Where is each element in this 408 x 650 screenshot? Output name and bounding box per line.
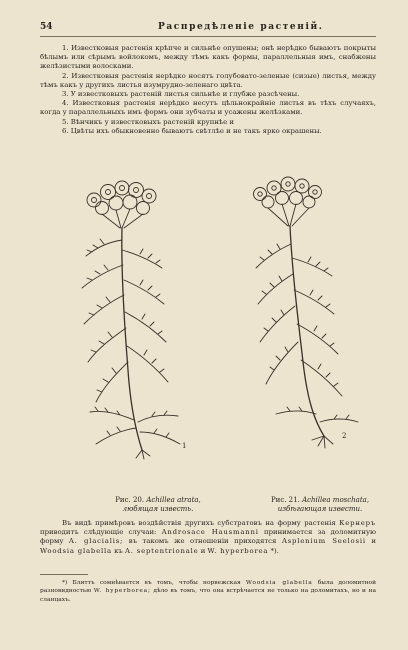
author-name: Кернеръ (339, 519, 376, 527)
footnote (40, 579, 376, 604)
text-run: *). (270, 546, 279, 555)
plant-illustration-2 (218, 170, 368, 462)
text-run: къ (114, 546, 123, 555)
list-item: 4. Известковыя растенія нерѣдко несутъ цѣльнокрайніе листья въ тѣхъ случаяхъ, когда у параллельныхъ имъ формъ они зубчаты и усажены желѣзками. (40, 99, 376, 117)
species-name: Woodsia glabella (245, 580, 313, 586)
figure-caption-1 (78, 496, 238, 514)
footnote-text (40, 579, 376, 604)
species-name: A. septentrionale (125, 546, 199, 555)
flower-head (254, 177, 322, 226)
figure-achillea-moschata (218, 170, 368, 462)
numbered-list (40, 44, 376, 136)
figures-area (40, 170, 376, 513)
text-run: была доломитной разновидностью (40, 580, 377, 595)
running-header (40, 22, 376, 34)
figure-caption-2 (240, 496, 400, 514)
text-run: и (371, 537, 376, 546)
species-name: A. glacialis; (68, 537, 124, 546)
paragraph-text (40, 519, 376, 556)
text-run: въ такомъ же отношеніи приходятся (128, 537, 277, 546)
species-name: Androsace Hausmanni (161, 528, 259, 537)
plant-illustration-1 (64, 170, 204, 462)
list-item: 5. Вѣнчикъ у известковыхъ растеній крупнѣе и (62, 117, 234, 126)
caption-prefix: Рис. 21. (270, 496, 300, 504)
figure-number: 2 (342, 432, 347, 440)
text-run: приводитъ слѣдующіе случаи: (40, 528, 157, 537)
text-run: Въ видѣ примѣровъ воздѣйствія другихъ субстратовъ на форму растенія (62, 519, 336, 527)
list-item: 2. Известковыя растенія нерѣдко носятъ голубовато-зеленые (сизые) листья, между тѣмъ какъ у другихъ листья изумрудно-зеленаго цвѣта. (40, 71, 376, 89)
species-name: W. hyperborea (207, 546, 269, 555)
text-run: дѣло въ томъ, что она встрѣчается не только на доломитахъ, но и на сланцахъ. (40, 588, 376, 603)
figure-number: 1 (182, 442, 187, 450)
figure-achillea-atrata (64, 170, 204, 462)
species-name: W. hyperborea; (93, 588, 151, 595)
footnote-rule (40, 574, 88, 575)
text-run: *) Блиттъ сомнѣвается въ томъ, чтобы норвежская (62, 580, 241, 586)
caption-subtitle: любящая известь. (122, 505, 194, 513)
examples-paragraph (40, 519, 376, 556)
page-number: 54 (40, 22, 53, 32)
flower-head (87, 181, 156, 228)
list-item: 1. Известковыя растенія крѣпче и сильнѣе опушены; онѣ нерѣдко бываютъ покрыты бѣлымъ или сѣрымъ войлокомъ, между тѣмъ какъ формы, параллельныя имъ, снабжены желѣзистыми волосками. (40, 44, 376, 71)
caption-prefix: Рис. 20. (115, 496, 145, 504)
caption-species: Achillea moschata, (302, 496, 370, 504)
list-item: 6. Цвѣты ихъ обыкновенно бываютъ свѣтлѣе и не такъ ярко окрашены. (62, 126, 322, 135)
caption-subtitle: избѣгающая извести. (277, 505, 363, 513)
running-title: Распредѣленіе растеній. (158, 22, 324, 32)
header-rule (40, 36, 376, 37)
text-run: и (200, 546, 206, 555)
text-run: принимается за доломитную форму (40, 528, 376, 546)
species-name: Asplenium Seelosii (281, 537, 366, 546)
species-name: Woodsia glabella (40, 546, 112, 555)
list-item: 3. У известковыхъ растеній листья сильнѣе и глубже разсѣчены. (62, 90, 300, 99)
caption-species: Achillea atrata, (146, 496, 201, 504)
